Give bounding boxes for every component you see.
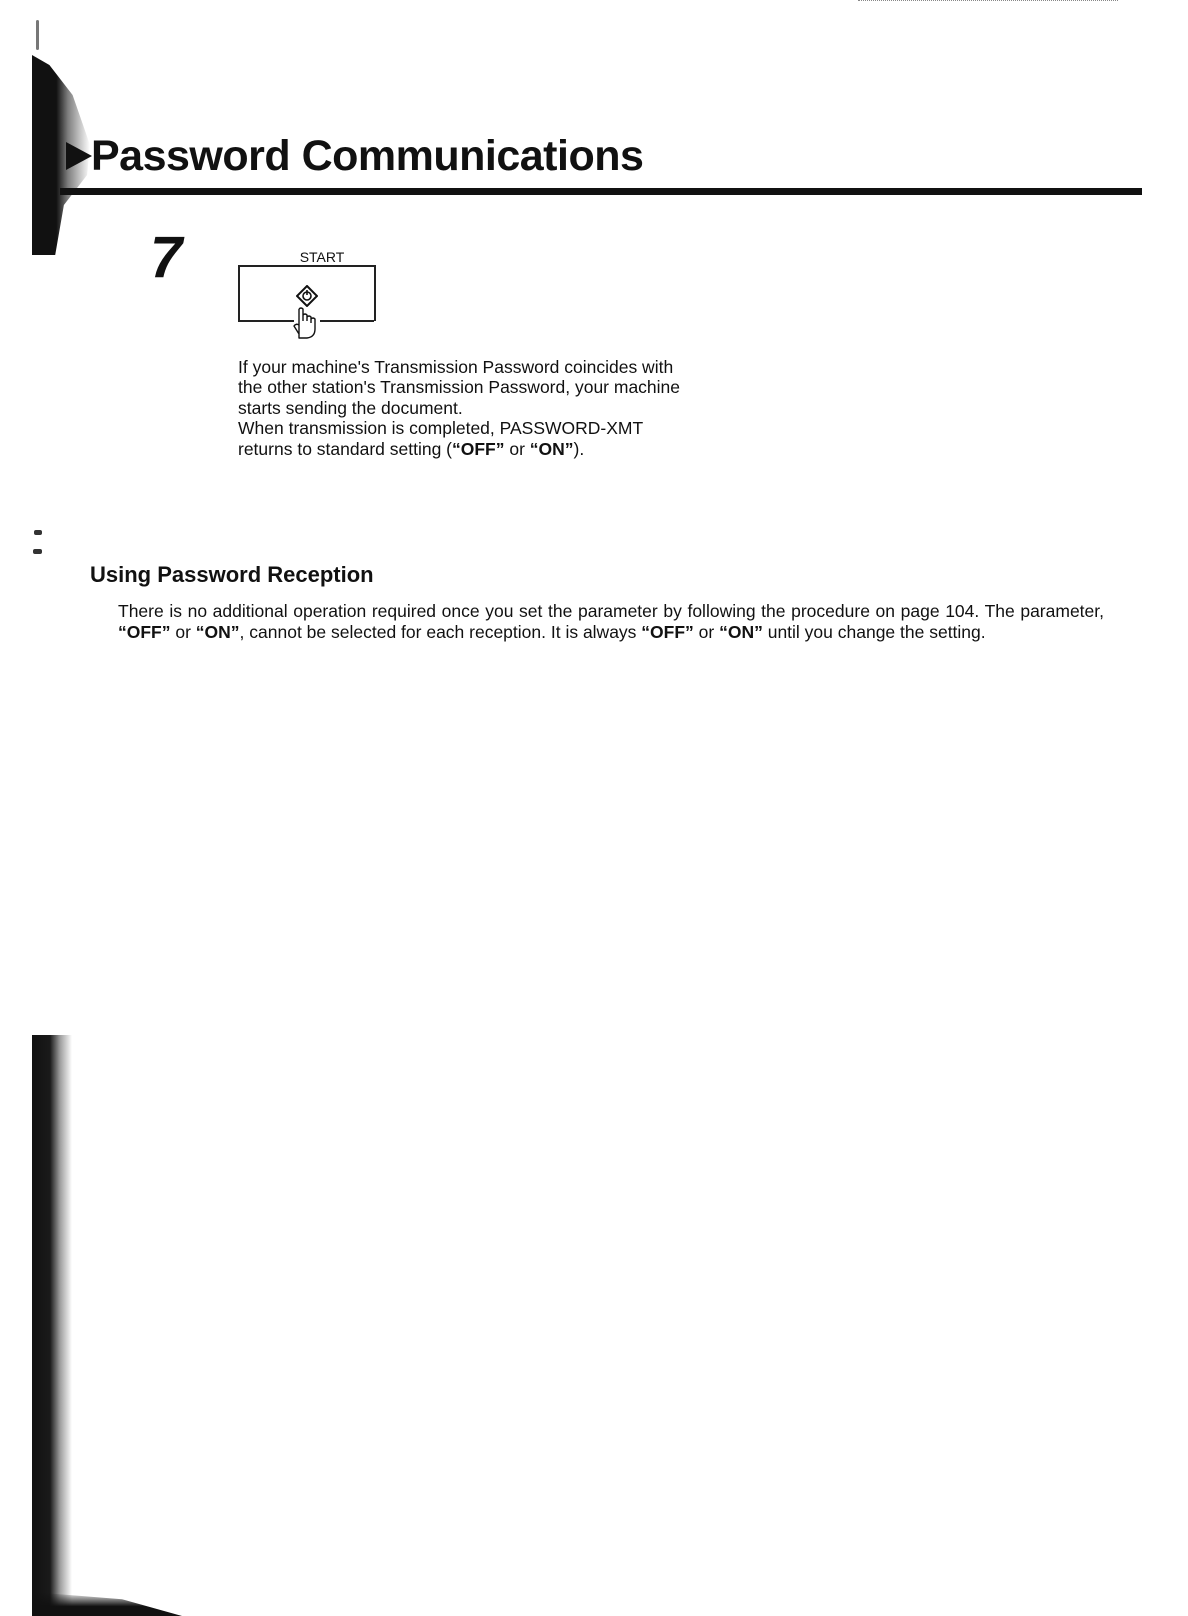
setting-off: “OFF” — [641, 621, 694, 642]
setting-off: “OFF” — [118, 621, 171, 642]
scan-edge-artifact-bottom — [32, 1035, 72, 1616]
header-arrow-marker — [66, 142, 92, 170]
completion-prefix: returns to standard setting ( — [238, 438, 452, 459]
setting-off: “OFF” — [452, 438, 505, 459]
section-paragraph — [118, 601, 1104, 642]
start-key-edge — [238, 320, 294, 322]
sentence-1: There is no additional operation required once you set the parameter by following the procedure on page 104. — [118, 601, 980, 621]
step-text-line: If your machine's Transmission Password coincides with — [238, 357, 674, 377]
step-text-line: starts sending the document. — [238, 397, 463, 418]
completion-suffix: ). — [573, 438, 585, 459]
step-number: 7 — [150, 225, 183, 290]
setting-on: “ON” — [529, 438, 574, 459]
or-text: or — [693, 621, 720, 642]
section-heading: Using Password Reception — [90, 562, 374, 587]
start-key-edge — [320, 320, 374, 322]
or-text: or — [504, 438, 530, 459]
setting-on: “ON” — [719, 621, 763, 642]
scan-speck — [34, 530, 42, 535]
scan-artifact-top-dots — [858, 0, 1118, 3]
step-text-line: the other station's Transmission Password, your machine — [238, 377, 681, 398]
sentence-2-suffix: , cannot be selected for each reception. It is always — [239, 621, 642, 642]
sentence-2-prefix: The parameter, — [984, 601, 1104, 621]
or-text: or — [170, 621, 196, 642]
start-key-label: START — [299, 249, 345, 265]
step-text-line: When transmission is completed, PASSWORD-XMT — [238, 418, 644, 439]
scan-speck — [33, 549, 42, 554]
step-7-description — [238, 357, 798, 459]
header-rule — [60, 188, 1142, 195]
pointing-hand-icon — [290, 307, 324, 346]
sentence-3: until you change the setting. — [762, 621, 986, 642]
section-body — [118, 601, 1104, 642]
page-title: Password Communications — [91, 132, 644, 180]
scan-edge-artifact-foot — [32, 1592, 182, 1616]
setting-on: “ON” — [195, 621, 240, 642]
step-text-line — [238, 439, 798, 459]
scan-speck — [36, 20, 39, 50]
